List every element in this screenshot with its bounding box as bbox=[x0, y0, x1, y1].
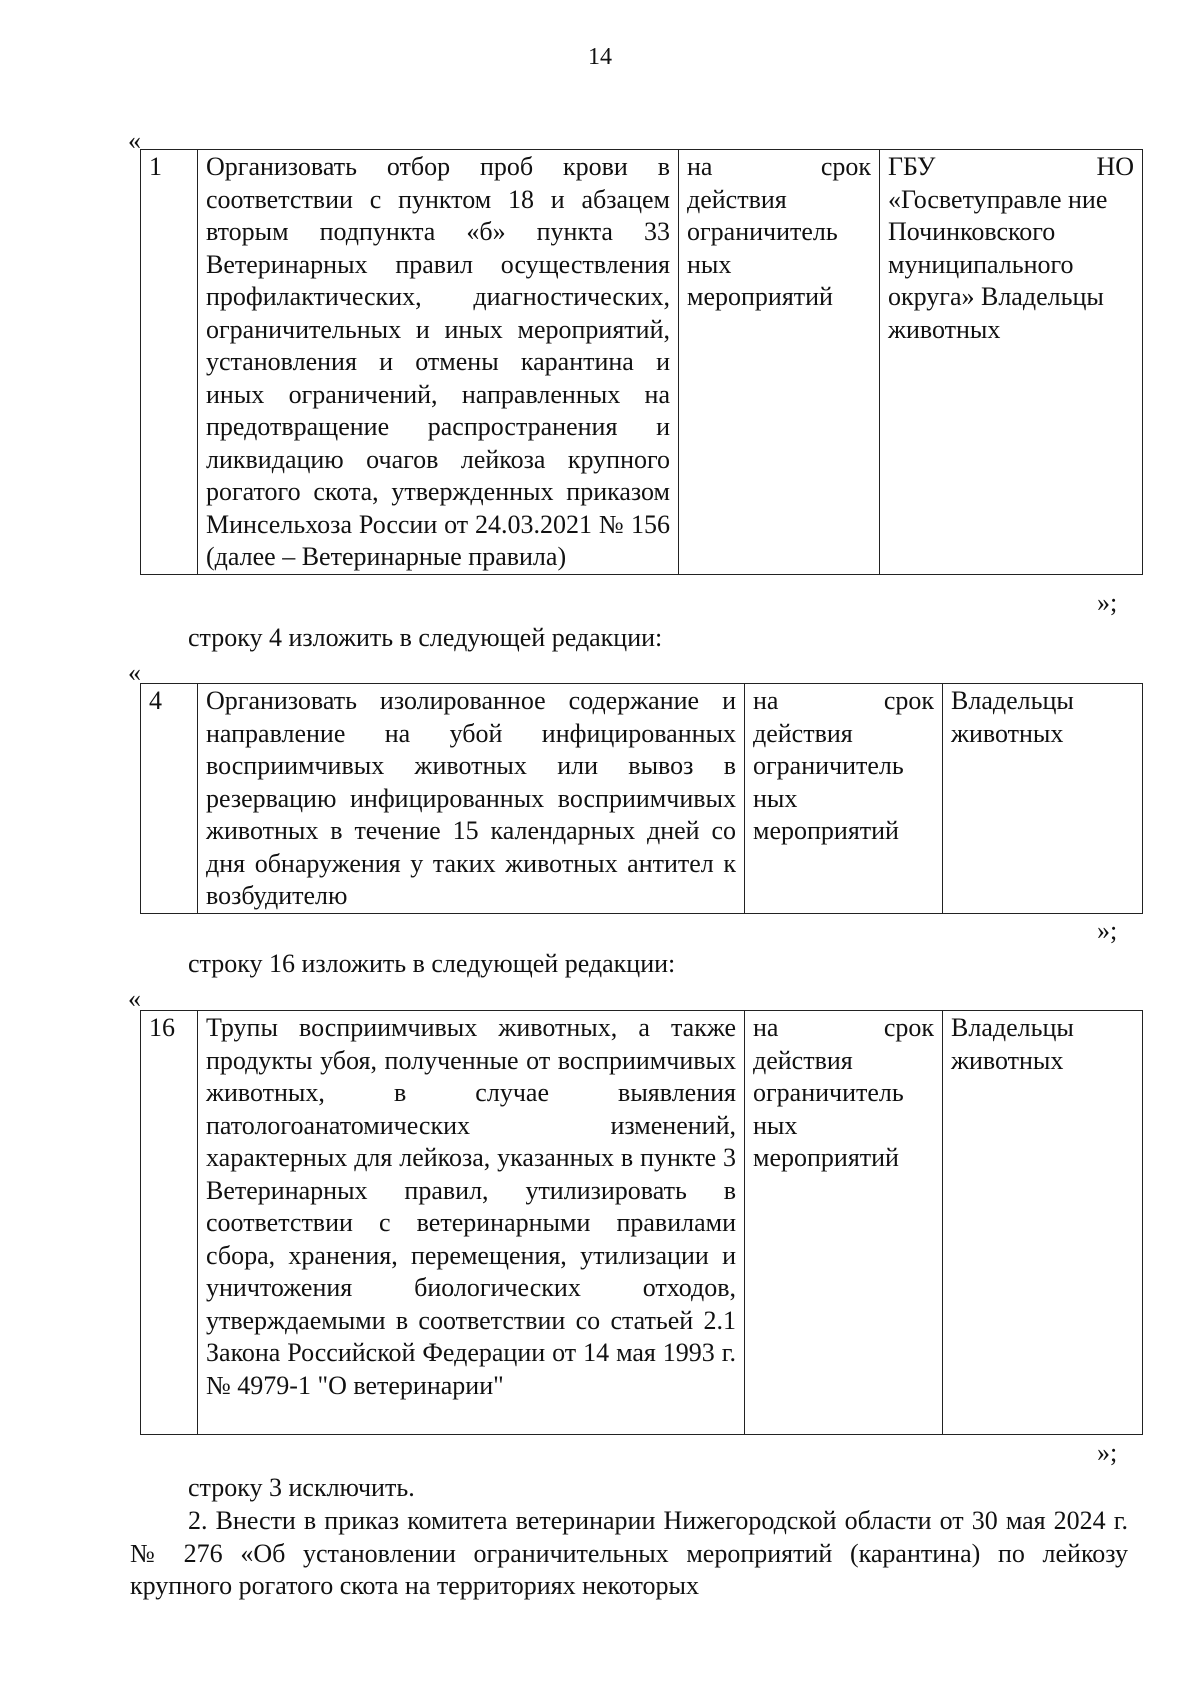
open-quote: « bbox=[128, 658, 141, 687]
table-row-1 bbox=[140, 149, 1143, 575]
table-row-16 bbox=[140, 1010, 1143, 1435]
row-number: 1 bbox=[141, 150, 198, 575]
term-word-srok: срок bbox=[883, 686, 934, 715]
responsible-cell bbox=[880, 150, 1143, 575]
responsible-cell: Владельцы животных bbox=[943, 1011, 1143, 1435]
term-rest: действия ограничитель ных мероприятий bbox=[687, 184, 838, 311]
close-quote: »; bbox=[1097, 916, 1118, 945]
resp-rest: «Госветуправле ние Починковского муниципального округа» Владельцы животных bbox=[888, 184, 1108, 344]
term-cell bbox=[745, 684, 943, 914]
term-word-na: на bbox=[753, 1013, 779, 1042]
page-number: 14 bbox=[588, 44, 612, 70]
instruction-row4: строку 4 изложить в следующей редакции: bbox=[188, 623, 663, 652]
term-cell bbox=[745, 1011, 943, 1435]
table-row-4 bbox=[140, 683, 1143, 914]
term-rest: действия ограничитель ных мероприятий bbox=[753, 718, 904, 845]
term-word-srok: срок bbox=[883, 1013, 934, 1042]
action-cell: Организовать отбор проб крови в соответствии с пунктом 18 и абзацем вторым подпункта «б» пункта 33 Ветеринарных правил осуществления профилактических, диагностических, ограничительных и иных мероприятий, установления и отмены карантина и иных ограничений, направленных на предотвращение распространения и ликвидацию очагов лейкоза крупного рогатого скота, утвержденных приказом Минсельхоза России от 24.03.2021 № 156 (далее – Ветеринарные правила) bbox=[198, 150, 679, 575]
resp-no: НО bbox=[1096, 152, 1134, 181]
open-quote: « bbox=[128, 126, 141, 155]
term-cell bbox=[679, 150, 880, 575]
responsible-cell: Владельцы животных bbox=[943, 684, 1143, 914]
term-word-srok: срок bbox=[820, 152, 871, 181]
term-word-na: на bbox=[753, 686, 779, 715]
term-rest: действия ограничитель ных мероприятий bbox=[753, 1045, 904, 1172]
term-word-na: на bbox=[687, 152, 713, 181]
paragraph-2: 2. Внести в приказ комитета ветеринарии Нижегородской области от 30 мая 2024 г. № 276 «Об установлении ограничительных мероприятий (карантина) по лейкозу крупного рогатого скота на территориях некоторых bbox=[130, 1506, 1128, 1600]
open-quote: « bbox=[128, 984, 141, 1013]
action-cell: Трупы восприимчивых животных, а также продукты убоя, полученные от восприимчивых животных, в случае выявления патологоанатомических изменений, характерных для лейкоза, указанных в пункте 3 Ветеринарных правил, утилизировать в соответствии с ветеринарными правилами сбора, хранения, перемещения, утилизации и уничтожения биологических отходов, утверждаемыми в соответствии со статьей 2.1 Закона Российской Федерации от 14 мая 1993 г. № 4979-1 "О ветеринарии" bbox=[198, 1011, 745, 1435]
instruction-row3: строку 3 исключить. bbox=[188, 1473, 415, 1502]
close-quote: »; bbox=[1097, 588, 1118, 617]
row-number: 4 bbox=[141, 684, 198, 914]
instruction-row16: строку 16 изложить в следующей редакции: bbox=[188, 949, 676, 978]
action-cell: Организовать изолированное содержание и направление на убой инфицированных восприимчивых животных или вывоз в резервацию инфицированных восприимчивых животных в течение 15 календарных дней со дня обнаружения у таких животных антител к возбудителю bbox=[198, 684, 745, 914]
resp-gbu: ГБУ bbox=[888, 152, 936, 181]
close-quote: »; bbox=[1097, 1438, 1118, 1467]
row-number: 16 bbox=[141, 1011, 198, 1435]
